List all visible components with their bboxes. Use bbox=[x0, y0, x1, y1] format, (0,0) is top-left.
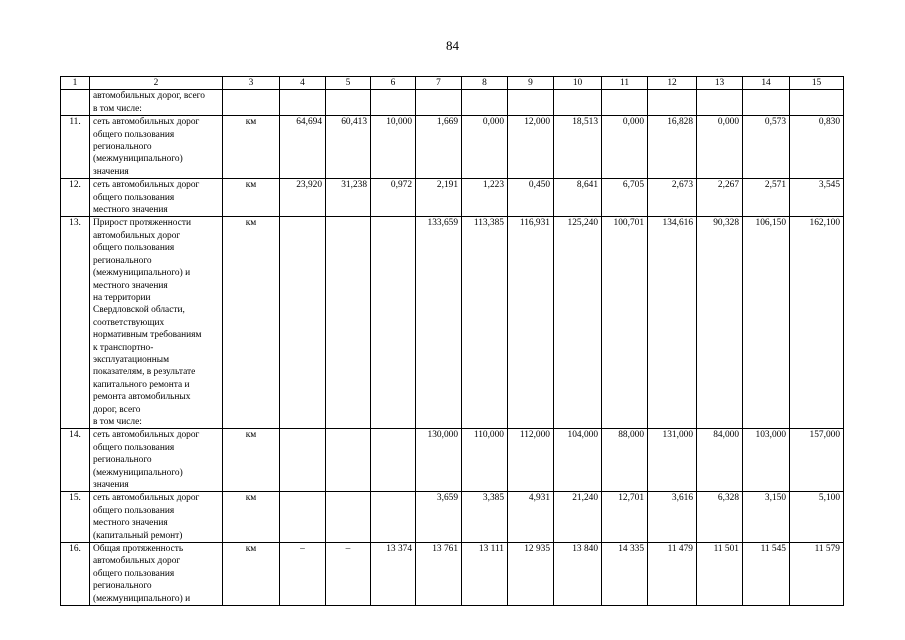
value-cell: 13 761 bbox=[416, 543, 462, 606]
value-cell: 134,616 bbox=[648, 217, 697, 429]
value-cell bbox=[326, 90, 371, 116]
value-cell: 90,328 bbox=[697, 217, 743, 429]
value-cell: 0,450 bbox=[508, 179, 554, 217]
unit-cell: км bbox=[223, 543, 280, 606]
value-cell bbox=[326, 492, 371, 543]
value-cell: 12,701 bbox=[602, 492, 648, 543]
value-cell: 5,100 bbox=[790, 492, 844, 543]
value-cell: 21,240 bbox=[554, 492, 602, 543]
indicator-name: Прирост протяженности автомобильных дорог общего пользования регионального (межмуниципального) и местного значения на территории Свердловской области, соответствующих нормативным требованиям к транспортно- эксплуатационным показателям, в результате капитального ремонта и ремонта автомобильных дорог, всего в том числе: bbox=[90, 217, 223, 429]
value-cell: 11 579 bbox=[790, 543, 844, 606]
value-cell: 10,000 bbox=[371, 116, 416, 179]
column-header-6: 6 bbox=[371, 77, 416, 90]
value-cell bbox=[326, 217, 371, 429]
table-row bbox=[61, 492, 844, 543]
value-cell: 12,000 bbox=[508, 116, 554, 179]
value-cell bbox=[371, 90, 416, 116]
value-cell: 0,972 bbox=[371, 179, 416, 217]
unit-cell: км bbox=[223, 492, 280, 543]
column-header-15: 15 bbox=[790, 77, 844, 90]
row-number: 13. bbox=[61, 217, 90, 429]
column-header-4: 4 bbox=[280, 77, 326, 90]
value-cell: 133,659 bbox=[416, 217, 462, 429]
value-cell: 110,000 bbox=[462, 429, 508, 492]
value-cell: 3,545 bbox=[790, 179, 844, 217]
value-cell: 0,830 bbox=[790, 116, 844, 179]
row-number: 14. bbox=[61, 429, 90, 492]
value-cell: 31,238 bbox=[326, 179, 371, 217]
row-number: 12. bbox=[61, 179, 90, 217]
value-cell: 18,513 bbox=[554, 116, 602, 179]
value-cell: 2,673 bbox=[648, 179, 697, 217]
column-header-12: 12 bbox=[648, 77, 697, 90]
value-cell: 2,571 bbox=[743, 179, 790, 217]
value-cell bbox=[371, 492, 416, 543]
value-cell: 2,191 bbox=[416, 179, 462, 217]
column-header-8: 8 bbox=[462, 77, 508, 90]
value-cell: 2,267 bbox=[697, 179, 743, 217]
value-cell: 100,701 bbox=[602, 217, 648, 429]
value-cell: – bbox=[280, 543, 326, 606]
value-cell bbox=[280, 90, 326, 116]
value-cell: 3,385 bbox=[462, 492, 508, 543]
value-cell: 11 545 bbox=[743, 543, 790, 606]
value-cell: 104,000 bbox=[554, 429, 602, 492]
value-cell: 112,000 bbox=[508, 429, 554, 492]
table-row bbox=[61, 116, 844, 179]
indicator-name: сеть автомобильных дорог общего пользования регионального (межмуниципального) значения bbox=[90, 116, 223, 179]
indicator-name: сеть автомобильных дорог общего пользования местного значения (капитальный ремонт) bbox=[90, 492, 223, 543]
value-cell: 4,931 bbox=[508, 492, 554, 543]
value-cell: 3,150 bbox=[743, 492, 790, 543]
value-cell bbox=[554, 90, 602, 116]
value-cell: 113,385 bbox=[462, 217, 508, 429]
row-number: 16. bbox=[61, 543, 90, 606]
value-cell: 6,705 bbox=[602, 179, 648, 217]
value-cell bbox=[462, 90, 508, 116]
page-number: 84 bbox=[446, 38, 459, 53]
unit-cell: км bbox=[223, 116, 280, 179]
value-cell: 157,000 bbox=[790, 429, 844, 492]
column-header-5: 5 bbox=[326, 77, 371, 90]
row-number: 11. bbox=[61, 116, 90, 179]
value-cell bbox=[743, 90, 790, 116]
value-cell bbox=[371, 217, 416, 429]
value-cell: 16,828 bbox=[648, 116, 697, 179]
value-cell: 131,000 bbox=[648, 429, 697, 492]
column-header-1: 1 bbox=[61, 77, 90, 90]
unit-cell bbox=[223, 90, 280, 116]
column-header-13: 13 bbox=[697, 77, 743, 90]
column-header-9: 9 bbox=[508, 77, 554, 90]
table-row bbox=[61, 90, 844, 116]
column-header-3: 3 bbox=[223, 77, 280, 90]
table-row bbox=[61, 179, 844, 217]
value-cell bbox=[371, 429, 416, 492]
value-cell bbox=[790, 90, 844, 116]
value-cell: 11 501 bbox=[697, 543, 743, 606]
value-cell: 23,920 bbox=[280, 179, 326, 217]
table-body bbox=[61, 77, 844, 606]
row-number: 15. bbox=[61, 492, 90, 543]
value-cell: 0,000 bbox=[697, 116, 743, 179]
value-cell: 1,669 bbox=[416, 116, 462, 179]
value-cell bbox=[416, 90, 462, 116]
value-cell: 1,223 bbox=[462, 179, 508, 217]
value-cell: 11 479 bbox=[648, 543, 697, 606]
indicator-name: автомобильных дорог, всего в том числе: bbox=[90, 90, 223, 116]
value-cell: 162,100 bbox=[790, 217, 844, 429]
value-cell: 0,000 bbox=[602, 116, 648, 179]
column-header-10: 10 bbox=[554, 77, 602, 90]
column-header-11: 11 bbox=[602, 77, 648, 90]
value-cell bbox=[280, 429, 326, 492]
value-cell bbox=[280, 217, 326, 429]
value-cell: 0,000 bbox=[462, 116, 508, 179]
column-header-2: 2 bbox=[90, 77, 223, 90]
value-cell: 12 935 bbox=[508, 543, 554, 606]
value-cell bbox=[697, 90, 743, 116]
indicators-table bbox=[60, 76, 844, 606]
value-cell: 13 840 bbox=[554, 543, 602, 606]
unit-cell: км bbox=[223, 217, 280, 429]
column-header-14: 14 bbox=[743, 77, 790, 90]
indicator-name: сеть автомобильных дорог общего пользования местного значения bbox=[90, 179, 223, 217]
value-cell bbox=[326, 429, 371, 492]
value-cell: 64,694 bbox=[280, 116, 326, 179]
value-cell: – bbox=[326, 543, 371, 606]
table-row bbox=[61, 543, 844, 606]
column-header-7: 7 bbox=[416, 77, 462, 90]
value-cell: 13 374 bbox=[371, 543, 416, 606]
value-cell: 130,000 bbox=[416, 429, 462, 492]
value-cell: 88,000 bbox=[602, 429, 648, 492]
unit-cell: км bbox=[223, 429, 280, 492]
value-cell: 8,641 bbox=[554, 179, 602, 217]
value-cell: 6,328 bbox=[697, 492, 743, 543]
value-cell: 14 335 bbox=[602, 543, 648, 606]
value-cell: 3,659 bbox=[416, 492, 462, 543]
value-cell: 116,931 bbox=[508, 217, 554, 429]
value-cell bbox=[602, 90, 648, 116]
value-cell: 103,000 bbox=[743, 429, 790, 492]
table-row bbox=[61, 217, 844, 429]
value-cell: 60,413 bbox=[326, 116, 371, 179]
value-cell: 3,616 bbox=[648, 492, 697, 543]
value-cell: 106,150 bbox=[743, 217, 790, 429]
value-cell bbox=[280, 492, 326, 543]
table-row bbox=[61, 429, 844, 492]
column-number-header-row bbox=[61, 77, 844, 90]
value-cell: 13 111 bbox=[462, 543, 508, 606]
row-number bbox=[61, 90, 90, 116]
value-cell: 125,240 bbox=[554, 217, 602, 429]
value-cell: 0,573 bbox=[743, 116, 790, 179]
unit-cell: км bbox=[223, 179, 280, 217]
indicator-name: Общая протяженность автомобильных дорог общего пользования регионального (межмуниципального) и bbox=[90, 543, 223, 606]
value-cell: 84,000 bbox=[697, 429, 743, 492]
value-cell bbox=[648, 90, 697, 116]
indicator-name: сеть автомобильных дорог общего пользования регионального (межмуниципального) значения bbox=[90, 429, 223, 492]
value-cell bbox=[508, 90, 554, 116]
